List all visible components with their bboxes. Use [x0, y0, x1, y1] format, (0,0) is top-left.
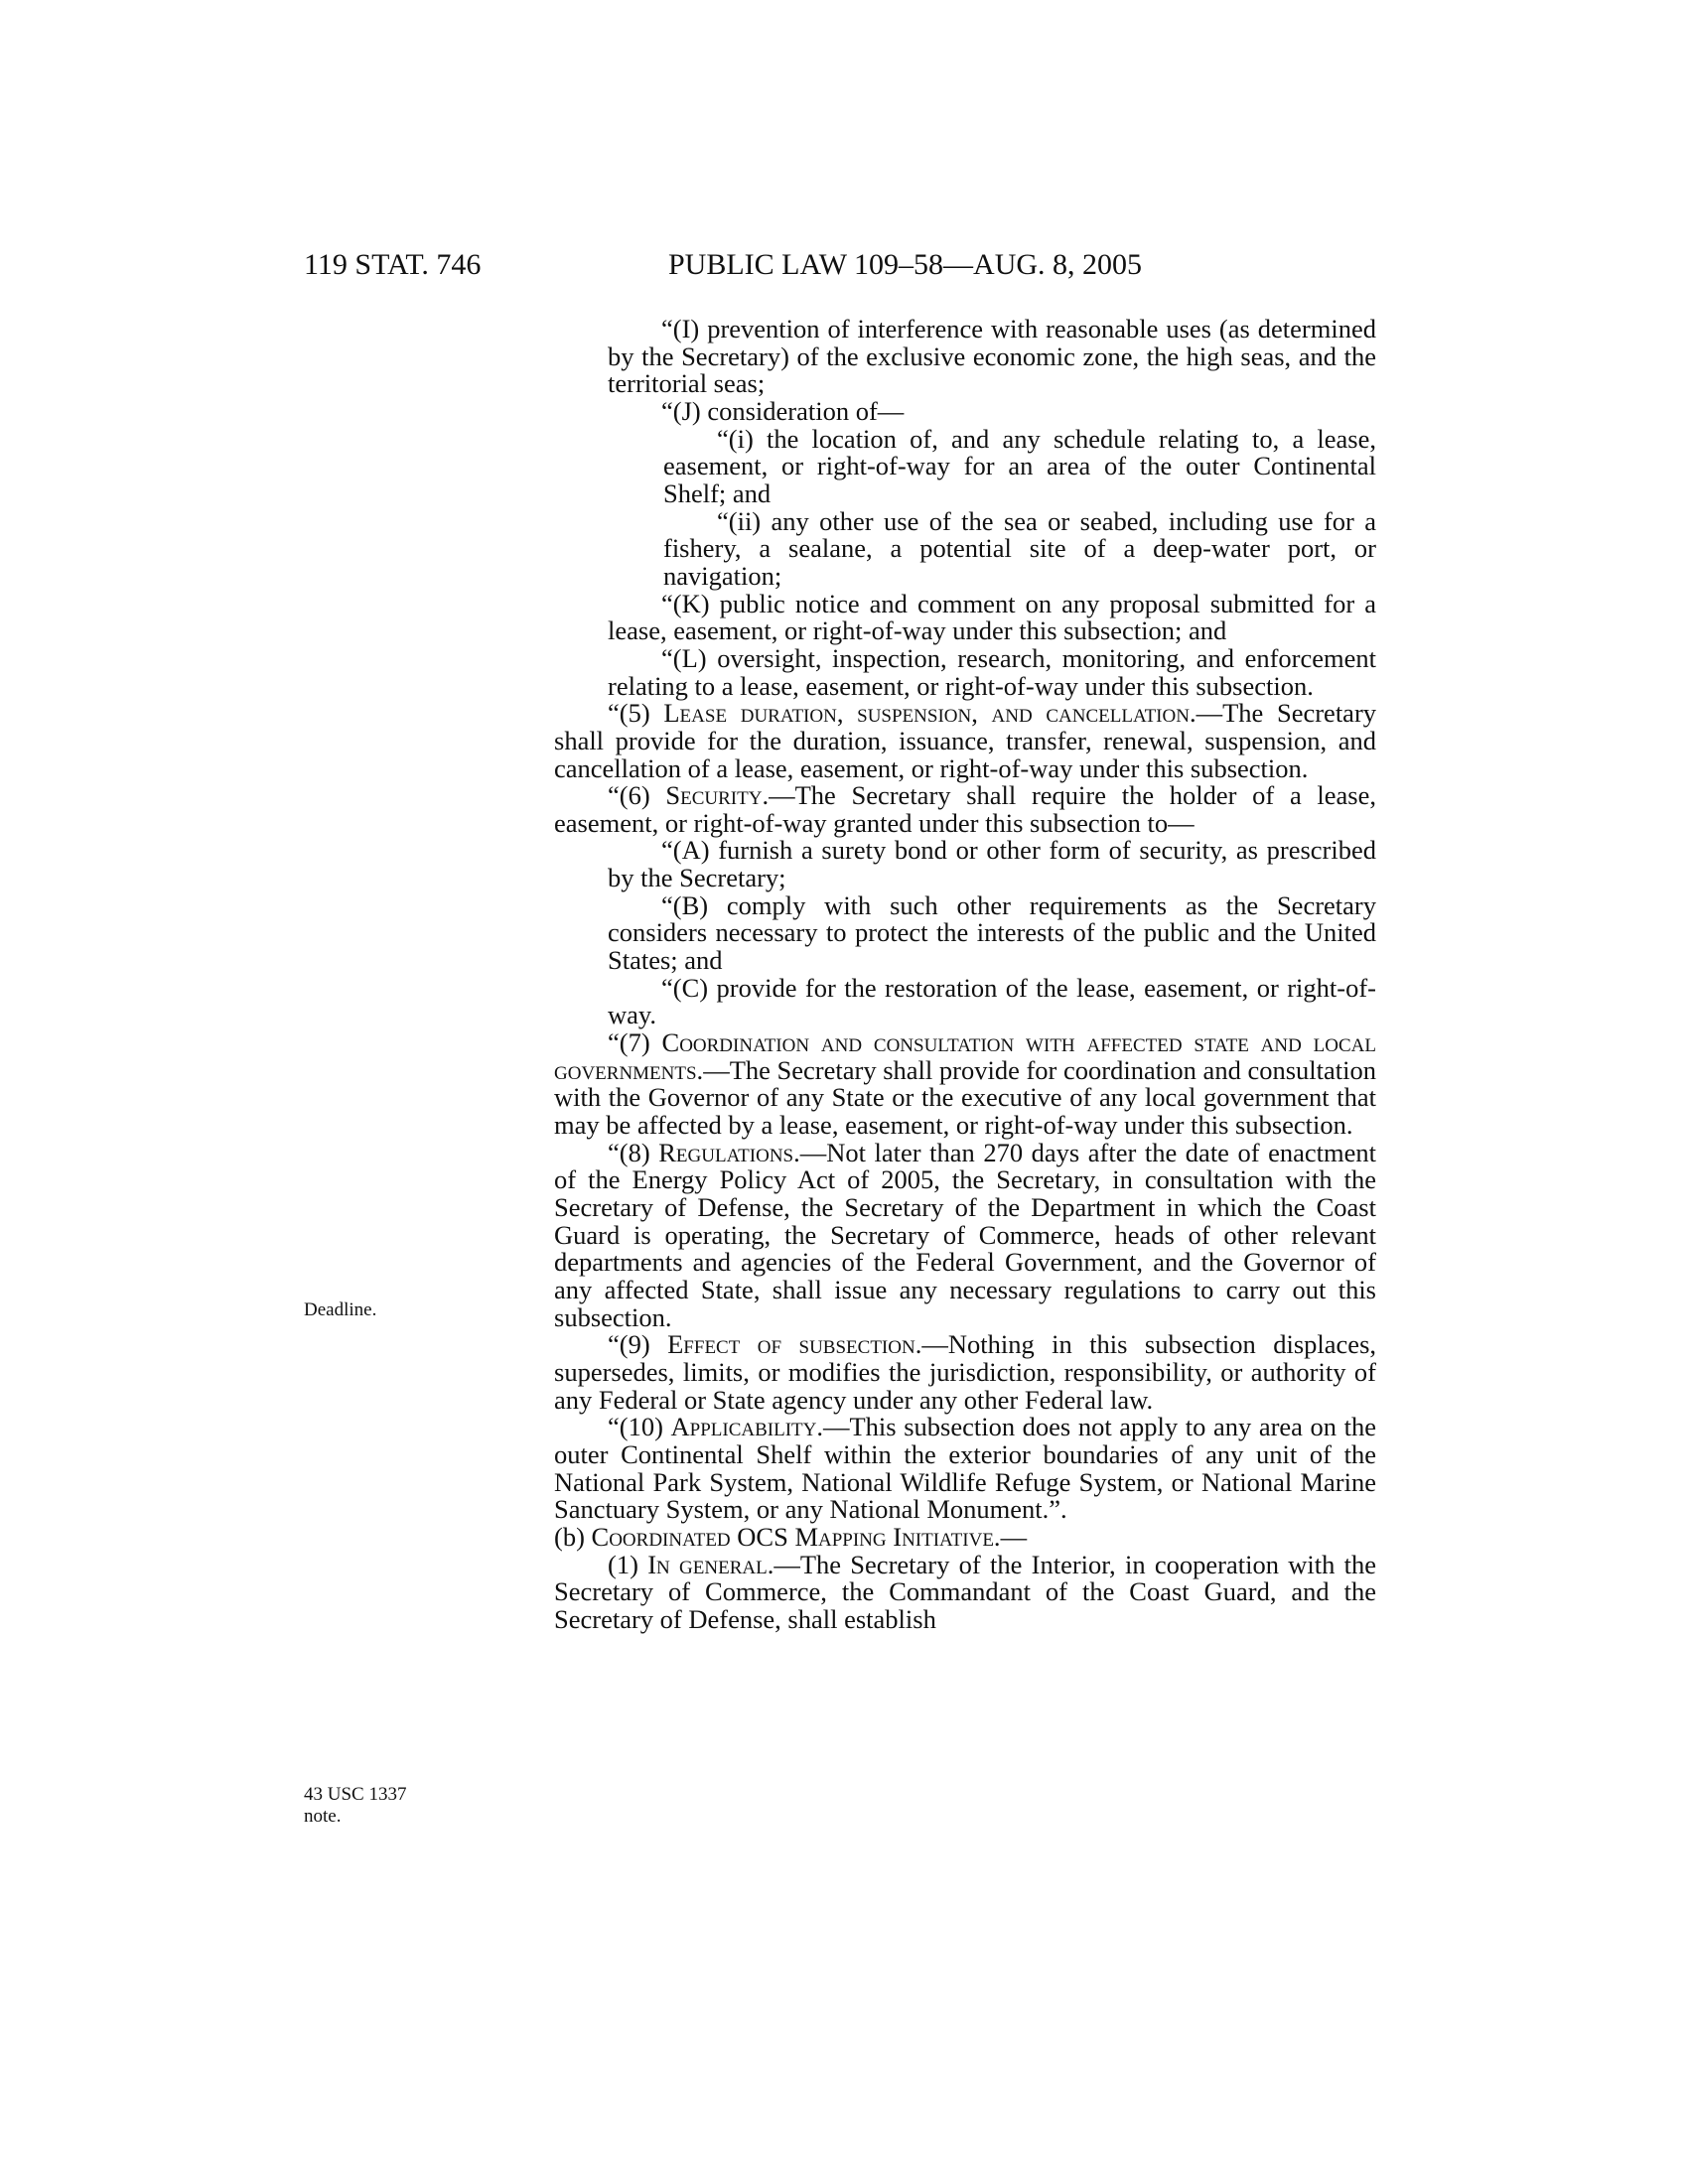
subsection-b-1-number: (1) [608, 1549, 638, 1579]
paragraph-6-heading: Security. [665, 780, 770, 811]
paragraph-7-text: —The Secretary shall provide for coordination and consultation with the Governor of any State or the executive of any local government that may be affected by a lease, easement, or right-of-way under this subsection. [554, 1054, 1376, 1141]
running-header: PUBLIC LAW 109–58—AUG. 8, 2005 [668, 248, 1143, 281]
paragraph-6-C: “(C) provide for the restoration of the lease, easement, or right-of-way. [608, 972, 1376, 1030]
paragraph-J-i: “(i) the location of, and any schedule relating to, a lease, easement, or right-of-way for an area of the outer Continental Shelf; and [663, 423, 1376, 508]
paragraph-L: “(L) oversight, inspection, research, monitoring, and enforcement relating to a lease, easement, or right-of-way under this subsection. [608, 642, 1376, 701]
paragraph-J-ii: “(ii) any other use of the sea or seabed, including use for a fishery, a sealane, a potential site of a deep-water port, or navigation; [663, 505, 1376, 591]
page-stat-citation: 119 STAT. 746 [304, 248, 482, 281]
subsection-b-1-heading: In general. [647, 1549, 774, 1579]
paragraph-10-number: “(10) [608, 1412, 663, 1442]
paragraph-6 [554, 782, 1376, 837]
paragraph-6-B: “(B) comply with such other requirements as the Secretary considers necessary to protect the interests of the public and the United States; and [608, 889, 1376, 976]
subsection-b-1 [554, 1549, 1377, 1634]
paragraph-6-A: “(A) furnish a surety bond or other form of security, as prescribed by the Secretary; [608, 835, 1376, 893]
paragraph-9-number: “(9) [608, 1329, 650, 1360]
margin-note-usc-line2: note. [304, 1806, 342, 1827]
paragraph-8-number: “(8) [608, 1137, 650, 1167]
paragraph-8-text: —Not later than 270 days after the date of enactment of the Energy Policy Act of 2005, the Secretary, in consultation with the Secretary of Defense, the Secretary of the Department in which the Coast Guard is operating, the Secretary of Commerce, heads of other relevant departments and agencies of the Federal Government, and the Governor of any affected State, shall issue any necessary regulations to carry out this subsection. [554, 1137, 1377, 1332]
subsection-b-heading: Coordinated OCS Mapping Initiative. [591, 1521, 1001, 1552]
margin-note-deadline: Deadline. [304, 1299, 377, 1320]
paragraph-J: “(J) consideration of— [661, 395, 905, 426]
paragraph-5-text: —The Secretary shall provide for the duration, issuance, transfer, renewal, suspension, and cancellation of a lease, easement, or right-of-way under this subsection. [554, 698, 1377, 783]
paragraph-7 [554, 1029, 1376, 1140]
subsection-b [554, 1521, 1376, 1552]
statute-body [554, 316, 1376, 1634]
paragraph-9-text: —Nothing in this subsection displaces, supersedes, limits, or modifies the jurisdiction, responsibility, or authority of any Federal or State agency under any other Federal law. [554, 1329, 1377, 1415]
paragraph-5-heading: Lease duration, suspension, and cancellation. [663, 698, 1196, 729]
paragraph-9-heading: Effect of subsection. [667, 1329, 922, 1360]
paragraph-9 [554, 1331, 1376, 1414]
paragraph-8-heading: Regulations. [658, 1137, 800, 1167]
margin-note-usc-line1: 43 USC 1337 [304, 1784, 407, 1805]
paragraph-5 [554, 700, 1376, 782]
paragraph-6-number: “(6) [608, 780, 650, 811]
paragraph-K: “(K) public notice and comment on any proposal submitted for a lease, easement, or right-of-way under this subsection; and [608, 588, 1376, 646]
paragraph-10 [554, 1414, 1376, 1524]
paragraph-5-number: “(5) [608, 698, 650, 729]
paragraph-8 [554, 1137, 1377, 1332]
subsection-b-1-text: —The Secretary of the Interior, in cooperation with the Secretary of Commerce, the Commandant of the Coast Guard, and the Secretary of Defense, shall establish [554, 1549, 1377, 1634]
paragraph-6-text: —The Secretary shall require the holder of a lease, easement, or right-of-way granted under this subsection to— [554, 780, 1376, 838]
paragraph-I: “(I) prevention of interference with reasonable uses (as determined by the Secretary) of the exclusive economic zone, the high seas, and the territorial seas; [608, 314, 1376, 399]
paragraph-7-number: “(7) [608, 1027, 650, 1058]
subsection-b-number: (b) [554, 1521, 585, 1552]
paragraph-7-heading: Coordination and consultation with affected state and local governments. [554, 1027, 1377, 1085]
paragraph-10-text: —This subsection does not apply to any area on the outer Continental Shelf within the exterior boundaries of any unit of the National Park System, National Wildlife Refuge System, or National Marine Sanctuary System, or any National Monument.”. [554, 1412, 1376, 1525]
subsection-b-text: — [1000, 1521, 1028, 1552]
paragraph-10-heading: Applicability. [670, 1412, 823, 1442]
